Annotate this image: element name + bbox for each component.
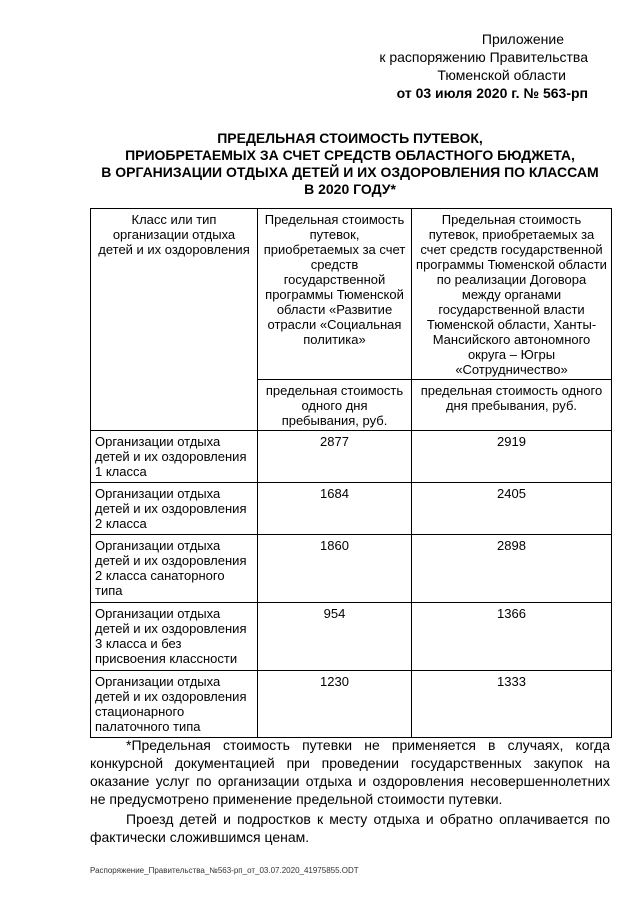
row-value-1: 1684 <box>258 483 412 535</box>
row-value-2: 2898 <box>412 535 612 603</box>
document-title <box>90 130 610 198</box>
row-class-name: Организации отдыха детей и их оздоровления стационарного палаточного типа <box>91 671 258 738</box>
header-cooperation-program: Предельная стоимость путевок, приобретаемых за счет средств государственной программы Тюменской области по реализации Договора между органами государственной власти Тюменской области, Ханты-Мансийского автономного округа – Югры «Сотрудничество» <box>412 209 612 380</box>
table-row <box>91 603 612 671</box>
table-row <box>91 535 612 603</box>
file-name-footer: Распоряжение_Правительства_№563-рп_от_03.07.2020_41975855.ODT <box>90 866 359 875</box>
row-class-name: Организации отдыха детей и их оздоровления 2 класса <box>91 483 258 535</box>
appendix-date-number: от 03 июля 2020 г. № 563-рп <box>396 85 588 101</box>
subheader-daily-cost-2: предельная стоимость одного дня пребывания, руб. <box>412 380 612 431</box>
footnote-travel-payment: Проезд детей и подростков к месту отдыха и обратно оплачивается по фактически сложившимся ценам. <box>90 811 610 845</box>
row-value-2: 2919 <box>412 431 612 483</box>
row-value-2: 2405 <box>412 483 612 535</box>
row-class-name: Организации отдыха детей и их оздоровления 1 класса <box>91 431 258 483</box>
appendix-order-ref: к распоряжению Правительства <box>379 49 588 65</box>
title-line-3: В ОРГАНИЗАЦИИ ОТДЫХА ДЕТЕЙ И ИХ ОЗДОРОВЛЕНИЯ ПО КЛАССАМ <box>101 164 599 180</box>
row-class-name: Организации отдыха детей и их оздоровления 3 класса и без присвоения классности <box>91 603 258 671</box>
row-value-1: 1230 <box>258 671 412 738</box>
header-class-type: Класс или тип организации отдыха детей и их оздоровления <box>91 209 258 431</box>
header-social-policy-program: Предельная стоимость путевок, приобретаемых за счет средств государственной программы Тюменской области «Развитие отрасли «Социальная политика» <box>258 209 412 380</box>
appendix-label: Приложение <box>481 31 564 47</box>
row-value-2: 1366 <box>412 603 612 671</box>
title-line-4: В 2020 ГОДУ* <box>304 181 396 197</box>
price-table <box>90 208 612 738</box>
appendix-header <box>328 30 588 102</box>
row-value-1: 954 <box>258 603 412 671</box>
row-class-name: Организации отдыха детей и их оздоровления 2 класса санаторного типа <box>91 535 258 603</box>
row-value-1: 2877 <box>258 431 412 483</box>
table-header-row <box>91 209 612 380</box>
title-line-2: ПРИОБРЕТАЕМЫХ ЗА СЧЕТ СРЕДСТВ ОБЛАСТНОГО БЮДЖЕТА, <box>125 147 575 163</box>
table-row <box>91 483 612 535</box>
table-row <box>91 671 612 738</box>
row-value-2: 1333 <box>412 671 612 738</box>
title-line-1: ПРЕДЕЛЬНАЯ СТОИМОСТЬ ПУТЕВОК, <box>217 130 483 146</box>
footnote-price-exception: *Предельная стоимость путевки не применяется в случаях, когда конкурсной документацией при проведении государственных закупок на оказание услуг по организации отдыха и оздоровления несовершеннолетних не предусмотрено применение предельной стоимости путевки. <box>90 737 610 807</box>
table-row <box>91 431 612 483</box>
row-value-1: 1860 <box>258 535 412 603</box>
footnote <box>90 736 610 846</box>
appendix-region: Тюменской области <box>437 67 566 83</box>
subheader-daily-cost-1: предельная стоимость одного дня пребывания, руб. <box>258 380 412 431</box>
